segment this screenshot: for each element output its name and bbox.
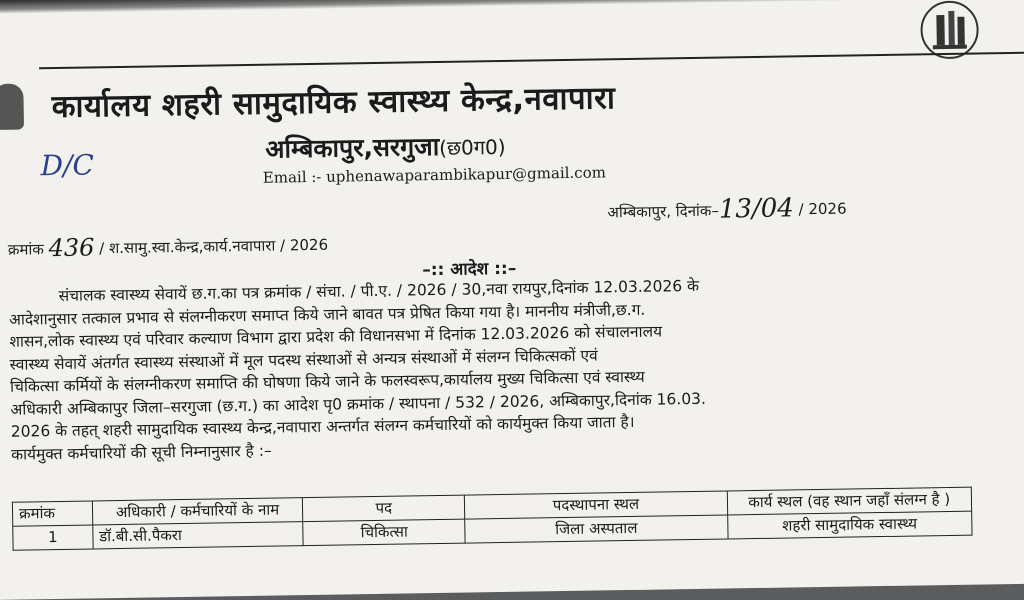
cell-work-place: शहरी सामुदायिक स्वास्थ्य [727, 511, 972, 539]
reference-number-line [8, 230, 329, 263]
order-line: आदेशानुसार तत्काल प्रभाव से संलग्नीकरण समाप्त किये जाने बावत पत्र प्रेषित किया गया है। माननीय मंत्रीजी,छ.ग. [8, 300, 646, 329]
reference-prefix: क्रमांक [7, 240, 44, 259]
column-header-serial: क्रमांक [12, 501, 92, 526]
order-line: कार्यमुक्त कर्मचारियों की सूची निम्नानुसार है :– [10, 441, 272, 464]
order-line: 2026 के तहत् शहरी सामुदायिक स्वास्थ्य केन्द्र,नवापारा अन्तर्गत संलग्न कर्मचारियों को कार्यमुक्त किया जाता है। [10, 412, 635, 441]
cell-serial: 1 [13, 525, 93, 550]
cell-name: डॉ.बी.सी.पैकरा [92, 522, 303, 549]
place-date-line [607, 193, 847, 227]
cell-post: चिकित्सा [303, 519, 465, 546]
relieved-staff-table [12, 487, 973, 551]
order-line: स्वास्थ्य सेवायें अंतर्गत स्वास्थ्य संस्थाओं में मूल पदस्थ संस्थाओं से अन्यत्र संस्थाओं में संलग्न चिकित्सकों एवं [9, 346, 598, 374]
office-title: कार्यालय शहरी सामुदायिक स्वास्थ्य केन्द्र,नवापारा [51, 80, 616, 126]
place-date-year: / 2026 [798, 199, 847, 219]
order-body [8, 271, 971, 466]
reference-suffix: / श.सामु.स्वा.केन्द्र,कार्य.नवापारा / 2026 [99, 235, 329, 258]
health-logo [0, 83, 24, 129]
order-line: संचालक स्वास्थ्य सेवायें छ.ग.का पत्र क्रमांक / संचा. / पी.ए. / 2026 / 30,नवा रायपुर,दिनांक 12.03.2026 के [58, 276, 700, 305]
column-header-posting-place: पदस्थापना स्थल [465, 491, 728, 519]
place-date-prefix: अम्बिकापुर, दिनांक– [607, 201, 720, 222]
cell-posting-place: जिला अस्पताल [465, 515, 728, 543]
office-email: Email :- uphenawaparambikapur@gmail.com [262, 163, 607, 187]
order-heading: –:: आदेश ::– [422, 258, 517, 281]
office-address [265, 128, 506, 166]
order-line: अधिकारी अम्बिकापुर जिला–सरगुजा (छ.ग.) का आदेश पृ0 क्रमांक / स्थापना / 532 / 2026, अम्बिकापुर,दिनांक 16.03. [10, 389, 707, 419]
order-line: चिकित्सा कर्मियों के संलग्नीकरण समाप्ति की घोषणा किये जाने के फलस्वरूप,कार्यालय मुख्य चिकित्सा एवं स्वास्थ्य [9, 367, 645, 396]
handwritten-initials: D/C [40, 148, 95, 183]
handwritten-date: 13/04 [718, 193, 795, 225]
header-rule [39, 52, 1024, 69]
order-line: शासन,लोक स्वास्थ्य एवं परिवार कल्याण विभाग द्वारा प्रदेश की विधानसभा में दिनांक 12.03.2026 को संचालनालय [9, 322, 663, 351]
column-header-post: पद [303, 495, 465, 522]
column-header-work-place: कार्य स्थल (वह स्थान जहाँ संलग्न है ) [727, 487, 972, 515]
office-place: अम्बिकापुर,सरगुजा [265, 131, 440, 164]
reference-number: 436 [48, 233, 95, 263]
column-header-name: अधिकारी / कर्मचारियों के नाम [92, 498, 303, 525]
office-state: (छ0ग0) [439, 134, 506, 160]
page-top-shadow [0, 0, 1014, 14]
